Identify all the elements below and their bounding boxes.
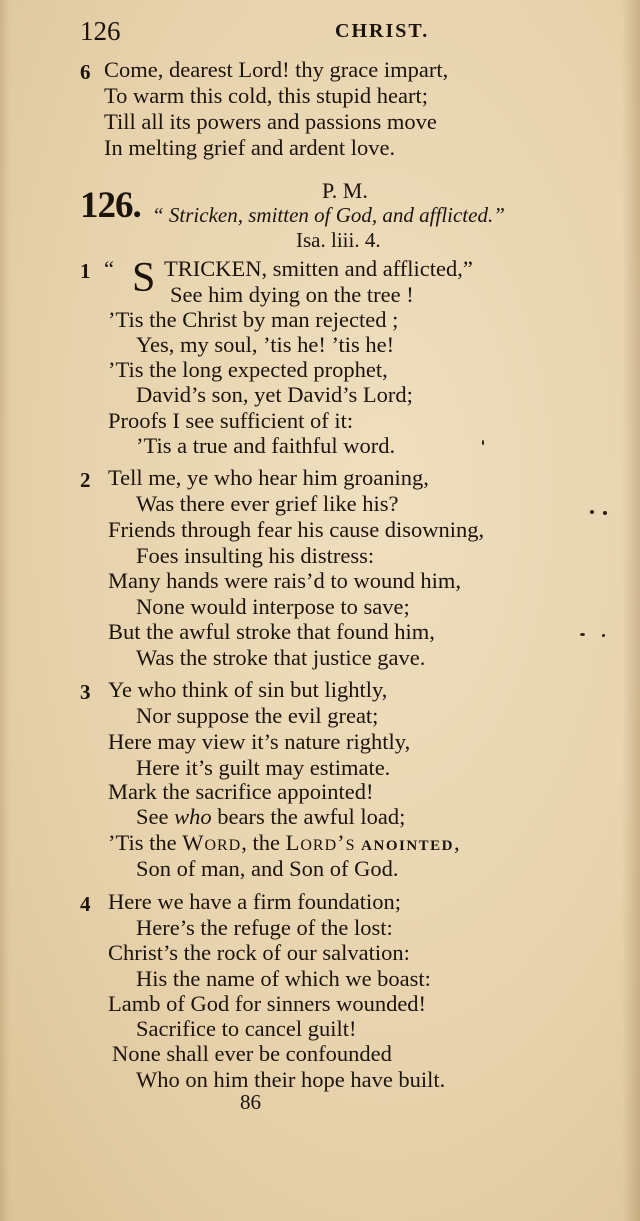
verse-line: ’Tis a true and faithful word. (136, 433, 396, 458)
verse-line: Here it’s guilt may estimate. (136, 755, 391, 780)
small-caps-word: ANOINTED (361, 838, 455, 854)
hymn-number: 126. (80, 185, 141, 226)
verse-number: 4 (80, 892, 91, 916)
ink-speck (482, 440, 484, 445)
small-caps-word: Word (182, 830, 242, 855)
verse-line: ’Tis the long expected prophet, (108, 357, 388, 382)
verse-line: Was there ever grief like his? (136, 491, 399, 516)
open-quote: “ (104, 256, 114, 281)
verse-line: Christ’s the rock of our salvation: (108, 940, 410, 965)
verse-line: See who bears the awful load; (136, 804, 406, 829)
verse-number: 6 (80, 60, 91, 84)
verse-line: Tell me, ye who hear him groaning, (108, 465, 429, 490)
verse-line: Mark the sacrifice appointed! (108, 779, 374, 804)
ink-speck (602, 634, 605, 637)
emphasis-word: who (174, 804, 212, 829)
small-caps-word: Lord’s (285, 830, 356, 855)
verse-line: In melting grief and ardent love. (104, 135, 396, 160)
verse-line: To warm this cold, this stupid heart; (104, 83, 429, 108)
page-shadow-right (622, 0, 640, 1221)
verse-number: 1 (80, 259, 91, 283)
verse-line: Sacrifice to cancel guilt! (136, 1016, 357, 1041)
verse-line: Yes, my soul, ’tis he! ’tis he! (136, 332, 395, 357)
verse-line: Here may view it’s nature rightly, (108, 729, 411, 754)
page-header (80, 14, 600, 50)
ink-speck (580, 633, 585, 636)
verse-line: Nor suppose the evil great; (136, 703, 379, 728)
verse-line: Foes insulting his distress: (136, 543, 375, 568)
verse-line: Till all its powers and passions move (104, 109, 437, 134)
verse-line: None would interpose to save; (136, 594, 410, 619)
verse-line: Come, dearest Lord! thy grace impart, (104, 57, 449, 82)
page-shadow-left (0, 0, 10, 1221)
verse-line: David’s son, yet David’s Lord; (136, 382, 413, 407)
verse-line: ’Tis the Christ by man rejected ; (108, 307, 399, 332)
verse-line: Many hands were rais’d to wound him, (108, 568, 462, 593)
verse-line: TRICKEN, smitten and afflicted,” (164, 256, 473, 281)
verse-line: Friends through fear his cause disowning, (108, 517, 485, 542)
verse-line: Who on him their hope have built. (136, 1067, 446, 1092)
verse-line: Was the stroke that justice gave. (136, 645, 426, 670)
verse-line: His the name of which we boast: (136, 966, 431, 991)
hymn-meter: P. M. (322, 178, 368, 203)
hymn-title: “ Stricken, smitten of God, and afflicted.” (152, 203, 505, 227)
verse-line: But the awful stroke that found him, (108, 619, 435, 644)
signature-mark: 86 (240, 1090, 261, 1114)
verse-number: 3 (80, 680, 91, 704)
scripture-reference: Isa. liii. 4. (296, 228, 381, 252)
verse-number: 2 (80, 468, 91, 492)
verse-line: Proofs I see sufficient of it: (108, 408, 354, 433)
drop-cap: S (132, 255, 156, 301)
verse-line: Son of man, and Son of God. (136, 856, 399, 881)
verse-line: See him dying on the tree ! (170, 282, 414, 307)
verse-line: None shall ever be confounded (112, 1041, 392, 1066)
ink-speck (590, 510, 594, 514)
verse-line: Ye who think of sin but lightly, (108, 677, 388, 702)
page-number: 126 (80, 16, 121, 46)
verse-line: Here we have a firm foundation; (108, 889, 402, 914)
verse-line: Lamb of God for sinners wounded! (108, 991, 427, 1016)
verse-line: Here’s the refuge of the lost: (136, 915, 393, 940)
running-head: CHRIST. (335, 20, 430, 42)
ink-speck (603, 511, 607, 515)
verse-line: ’Tis the Word, the Lord’s ANOINTED, (108, 830, 460, 855)
